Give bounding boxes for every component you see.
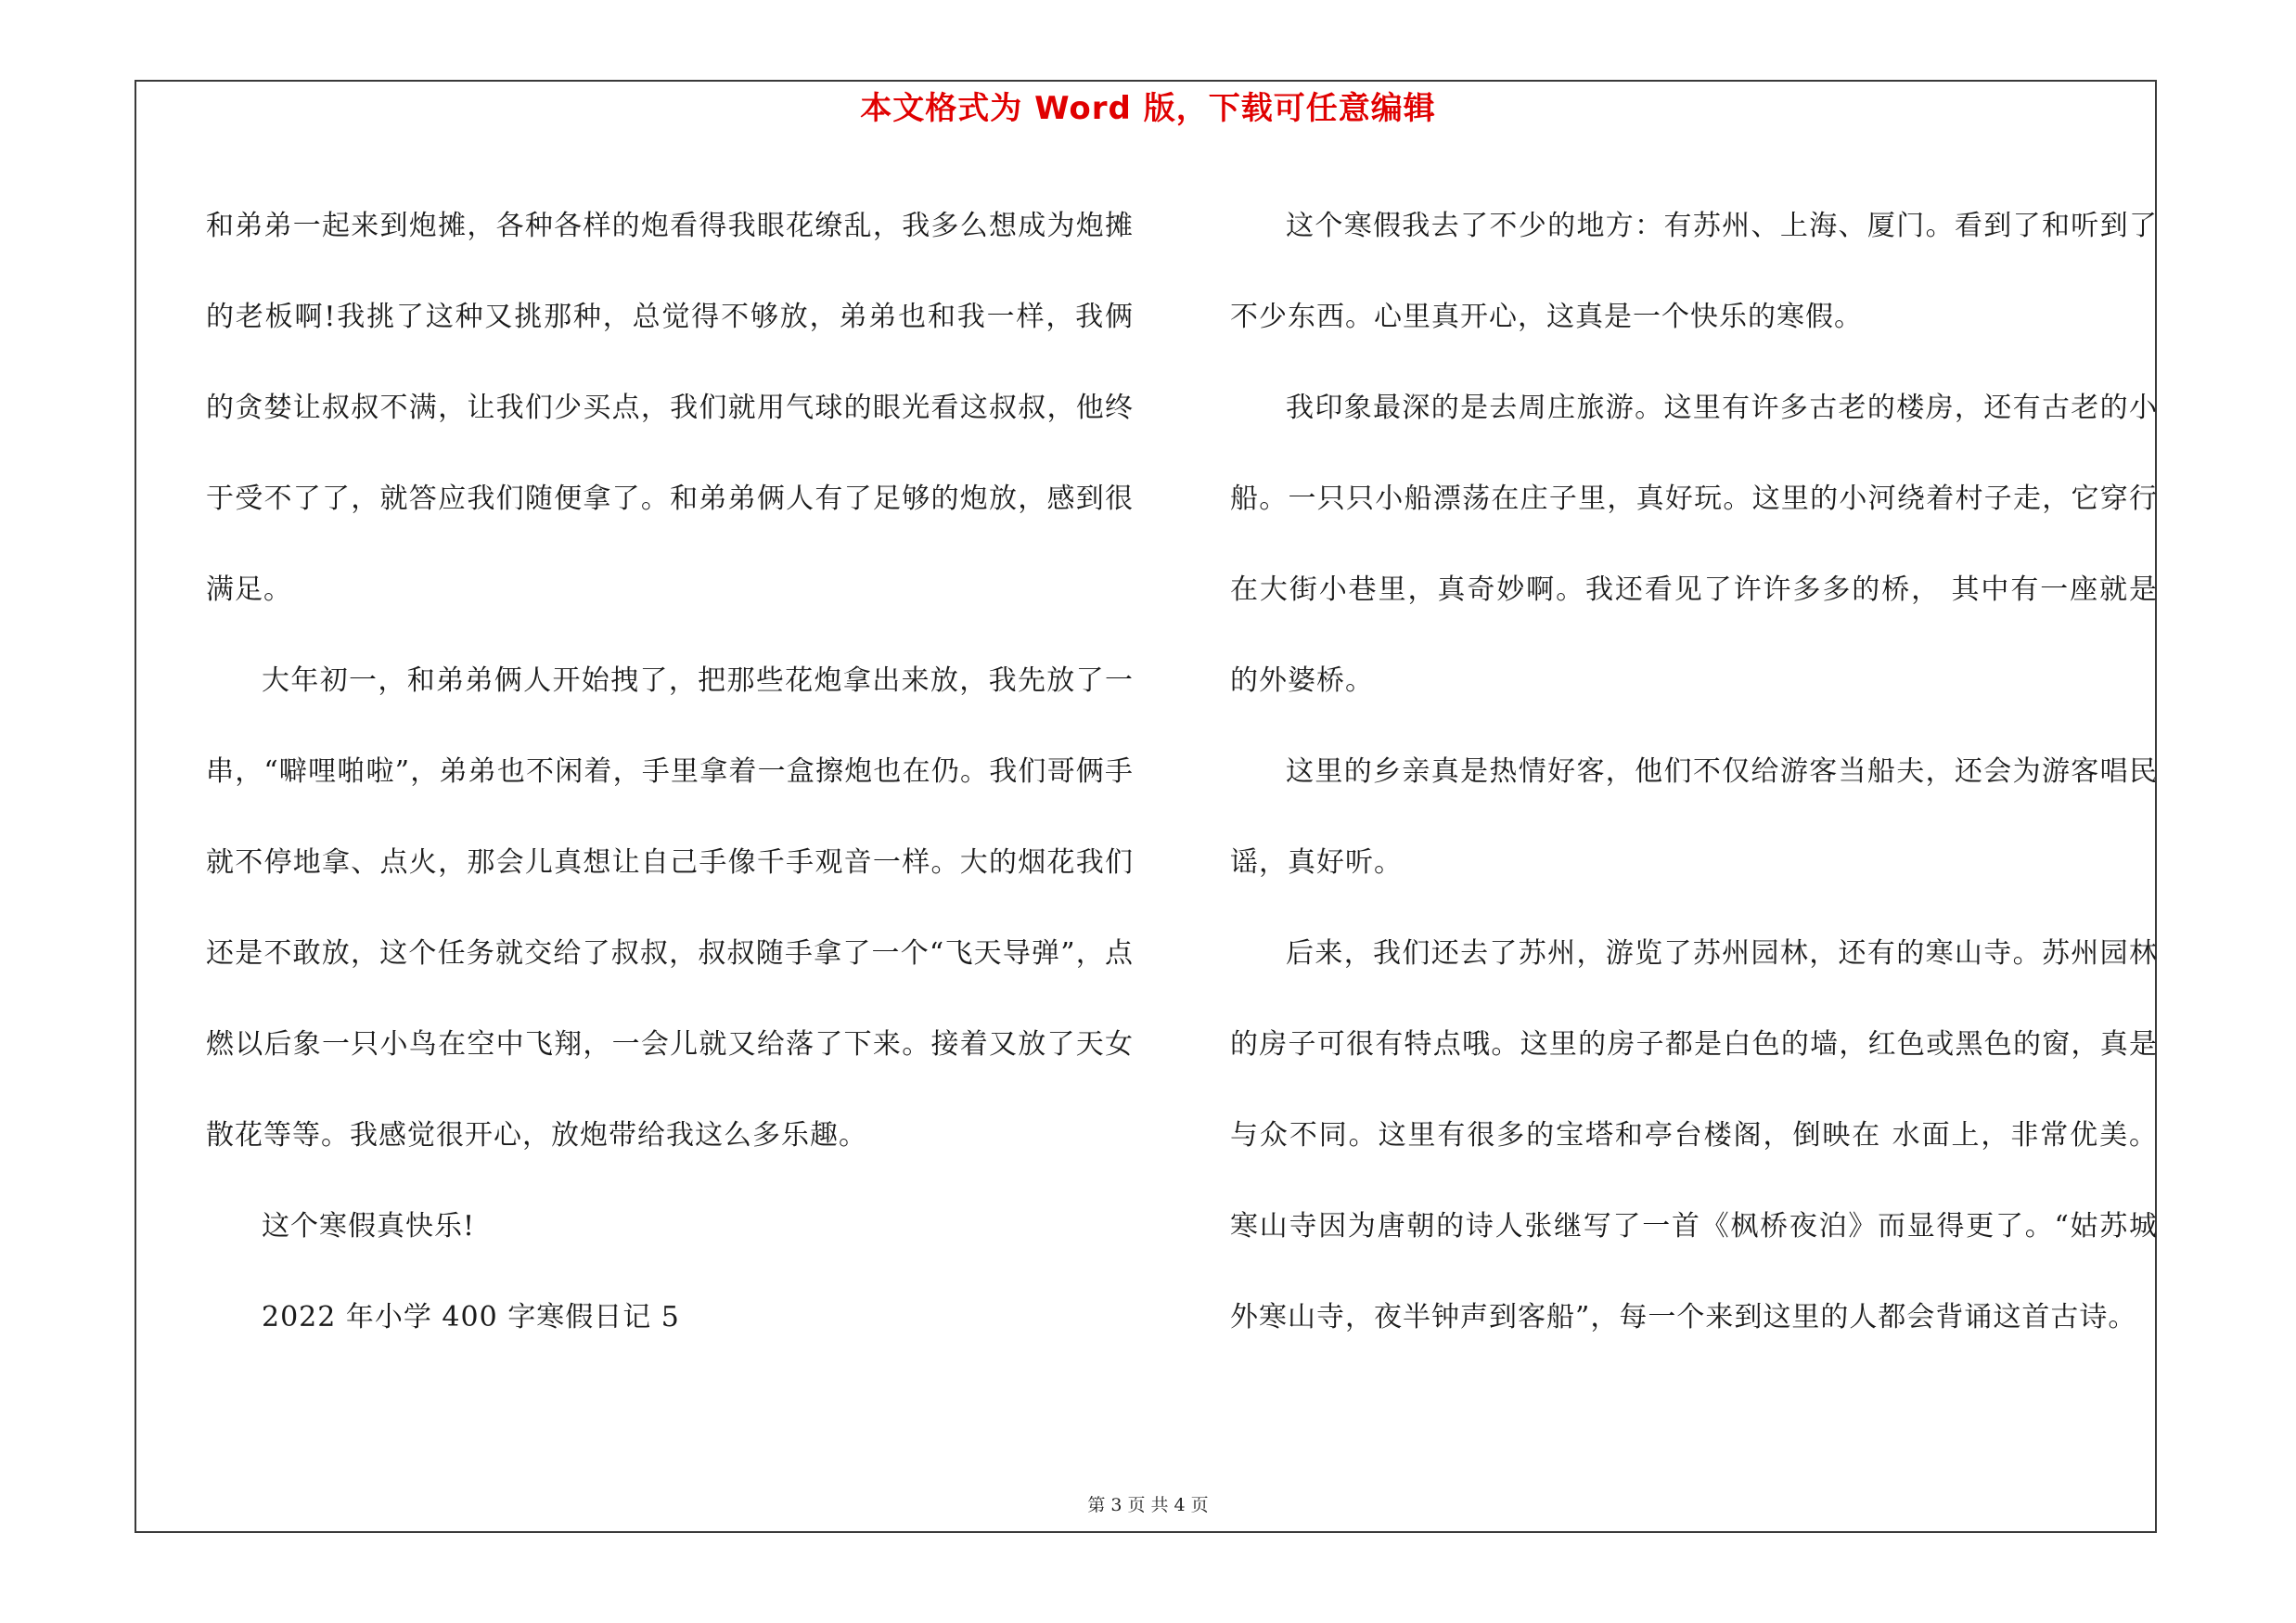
- paragraph: 后来，我们还去了苏州，游览了苏州园林，还有的寒山寺。苏州园林的房子可很有特点哦。这里的房子都是白色的墙，红色或黑色的窗，真是与众不同。这里有很多的宝塔和亭台楼阁，倒映在 水面上，非常优美。寒山寺因为唐朝的诗人张继写了一首《枫桥夜泊》而显得更了。“姑苏城外寒山寺，夜半钟声到客船”，每一个来到这里的人都会背诵这首古诗。: [1230, 937, 2158, 1333]
- paragraph: 和弟弟一起来到炮摊，各种各样的炮看得我眼花缭乱，我多么想成为炮摊的老板啊!我挑了这种又挑那种，总觉得不够放，弟弟也和我一样，我俩的贪婪让叔叔不满，让我们少买点，我们就用气球的眼光看这叔叔，他终于受不了了，就答应我们随便拿了。和弟弟俩人有了足够的炮放，感到很满足。: [206, 210, 1134, 606]
- paragraph: 我印象最深的是去周庄旅游。这里有许多古老的楼房，还有古老的小船。一只只小船漂荡在庄子里，真好玩。这里的小河绕着村子走，它穿行在大街小巷里，真奇妙啊。我还看见了许许多多的桥， 其中有一座就是的外婆桥。: [1230, 392, 2158, 697]
- paragraph: 这里的乡亲真是热情好客，他们不仅给游客当船夫，还会为游客唱民谣，真好听。: [1230, 755, 2158, 879]
- paragraph: 这个寒假真快乐!: [262, 1210, 476, 1243]
- right-column: [1230, 181, 2158, 1363]
- left-column: [206, 181, 1134, 1363]
- format-notice-banner: 本文格式为 Word 版，下载可任意编辑: [860, 90, 1436, 127]
- page-number-footer: 第 3 页 共 4 页: [1087, 1495, 1209, 1515]
- article-title: 2022 年小学 400 字寒假日记 5: [262, 1301, 680, 1333]
- paragraph: 这个寒假我去了不少的地方：有苏州、上海、厦门。看到了和听到了不少东西。心里真开心，这真是一个快乐的寒假。: [1230, 210, 2158, 333]
- paragraph: 大年初一，和弟弟俩人开始拽了，把那些花炮拿出来放，我先放了一串，“噼哩啪啦”，弟弟也不闲着，手里拿着一盒擦炮也在仍。我们哥俩手就不停地拿、点火，那会儿真想让自己手像千手观音一样。大的烟花我们还是不敢放，这个任务就交给了叔叔，叔叔随手拿了一个“飞天导弹”，点燃以后象一只小鸟在空中飞翔，一会儿就又给落了下来。接着又放了天女散花等等。我感觉很开心，放炮带给我这么多乐趣。: [206, 664, 1134, 1152]
